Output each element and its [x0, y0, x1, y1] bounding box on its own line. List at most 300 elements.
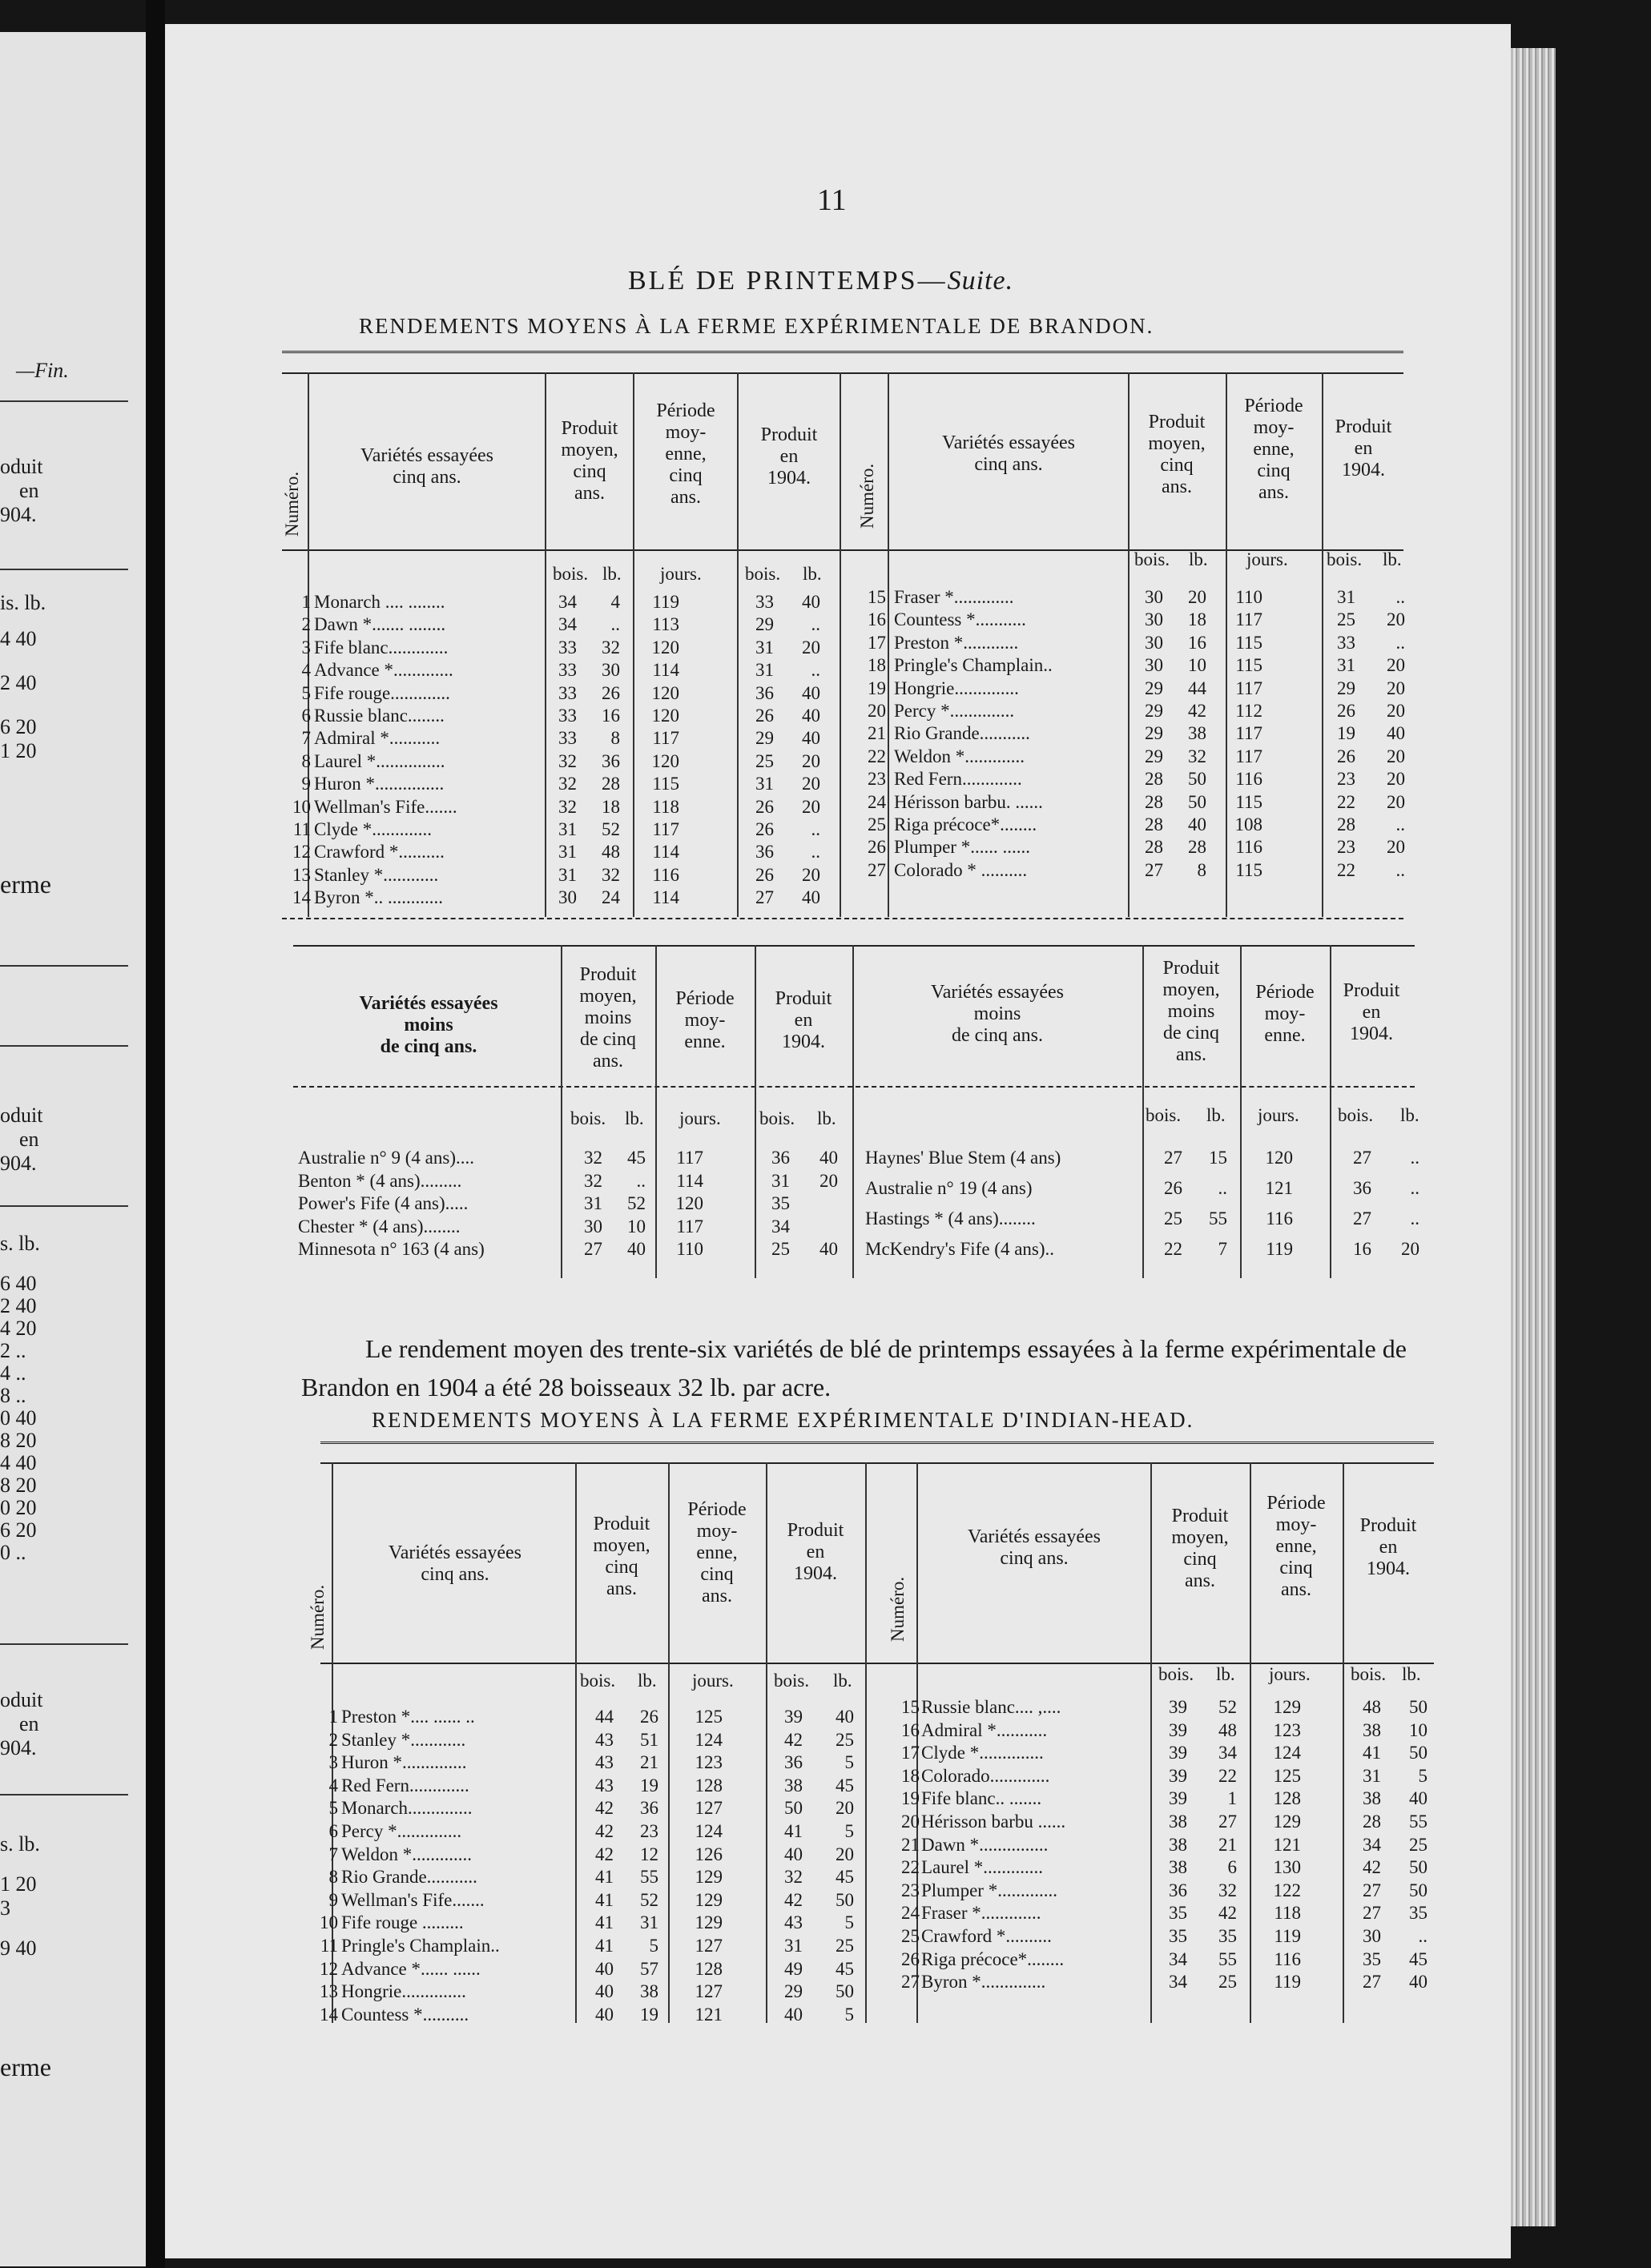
yield-1904-bushels: 27: [1363, 1972, 1381, 1993]
unit-bois: bois.: [1134, 549, 1170, 569]
title-rule: [320, 1442, 1434, 1444]
yield-1904-pounds: 50: [836, 1981, 854, 2002]
avg-days: 124: [1273, 1743, 1301, 1763]
avg-days: 119: [1274, 1972, 1301, 1993]
yield-1904-pounds: 20: [1387, 769, 1405, 790]
avg-bushels: 28: [1145, 791, 1163, 812]
table-row: [0, 887, 1651, 909]
yield-1904-pounds: 20: [802, 864, 820, 885]
yield-1904-pounds: 40: [1409, 1788, 1428, 1809]
row-number: 13: [320, 1981, 338, 2002]
table-top-rule: [293, 945, 1415, 947]
avg-days: 127: [695, 1798, 723, 1819]
yield-1904-bushels: 36: [755, 842, 774, 863]
avg-bushels: 35: [1169, 1903, 1187, 1924]
avg-pounds: 26: [602, 682, 620, 703]
yield-1904-pounds: ..: [811, 842, 820, 863]
yield-1904-pounds: 50: [1409, 1880, 1428, 1900]
avg-pounds: 48: [602, 842, 620, 863]
row-number: 24: [901, 1903, 920, 1924]
row-number: 20: [901, 1812, 920, 1832]
row-number: 7: [301, 728, 311, 749]
unit-lb: lb.: [1216, 1664, 1235, 1684]
avg-bushels: 34: [558, 592, 577, 612]
variety-name: Rio Grande...........: [341, 1867, 477, 1888]
yield-1904-pounds: 40: [819, 1239, 838, 1260]
avg-pounds: 19: [640, 1775, 658, 1796]
yield-1904-bushels: 26: [755, 864, 774, 885]
variety-name: Byron *.. ............: [314, 887, 443, 908]
avg-days: 116: [652, 864, 679, 885]
avg-pounds: 8: [1197, 859, 1206, 880]
yield-1904-pounds: ..: [1410, 1178, 1419, 1198]
produit-moyen-header: Produit moyen, cinq ans.: [561, 418, 618, 504]
avg-pounds: 32: [602, 864, 620, 885]
avg-pounds: 44: [1188, 678, 1206, 698]
produit-1904-header: Produit en 1904.: [1359, 1515, 1417, 1579]
row-number: 10: [320, 1912, 338, 1933]
avg-days: 125: [695, 1707, 723, 1727]
varietes-header: Variétés essayées moins de cinq ans.: [359, 993, 498, 1057]
avg-days: 127: [695, 1981, 723, 2002]
yield-1904-pounds: 20: [1387, 655, 1405, 676]
produit-moyen-header: Produit moyen, cinq ans.: [1171, 1506, 1229, 1591]
row-number: 14: [320, 2004, 338, 2025]
avg-days: 130: [1273, 1857, 1301, 1878]
row-number: 26: [901, 1948, 920, 1969]
table-row: [0, 632, 1651, 654]
left-frag: erme: [0, 870, 51, 899]
periode-header: Période moy- enne, cinq ans.: [687, 1499, 747, 1606]
avg-bushels: 41: [595, 1867, 614, 1888]
left-frag: 2 40: [0, 1294, 37, 1317]
yield-1904-bushels: 34: [1363, 1834, 1381, 1855]
heading-suffix: Suite.: [947, 266, 1014, 296]
avg-bushels: 40: [595, 1958, 614, 1979]
yield-1904-bushels: 31: [1337, 655, 1355, 676]
avg-days: 108: [1234, 814, 1262, 834]
avg-bushels: 43: [595, 1729, 614, 1750]
table-row: [0, 1971, 1651, 1993]
avg-pounds: 57: [640, 1958, 658, 1979]
produit-moyen-header: Produit moyen, cinq ans.: [593, 1514, 650, 1599]
avg-pounds: 25: [1218, 1972, 1237, 1993]
left-fin-text: —Fin.: [16, 359, 69, 382]
avg-pounds: 35: [1218, 1926, 1237, 1946]
table-row: [0, 586, 1651, 609]
unit-lb: lb.: [602, 564, 622, 584]
table-row: [0, 609, 1651, 631]
avg-bushels: 32: [584, 1148, 602, 1168]
avg-days: 129: [695, 1867, 723, 1888]
row-number: 12: [292, 842, 311, 863]
yield-1904-bushels: 29: [755, 614, 774, 635]
avg-bushels: 32: [558, 750, 577, 771]
avg-pounds: 52: [640, 1889, 658, 1910]
yield-1904-pounds: 35: [1409, 1903, 1428, 1924]
avg-pounds: 32: [1188, 746, 1206, 766]
avg-pounds: 5: [649, 1936, 658, 1956]
avg-pounds: 7: [1218, 1239, 1227, 1259]
avg-bushels: 39: [1169, 1743, 1187, 1763]
unit-lb: lb.: [625, 1108, 644, 1128]
variety-name: Percy *..............: [341, 1821, 462, 1841]
avg-pounds: 30: [602, 660, 620, 681]
left-frag: 9 40: [0, 1936, 37, 1960]
yield-1904-bushels: 48: [1363, 1697, 1381, 1717]
numero-header: Numéro.: [282, 471, 302, 537]
yield-1904-bushels: 33: [1337, 632, 1355, 653]
yield-1904-bushels: 36: [755, 682, 774, 703]
avg-days: 129: [695, 1912, 723, 1933]
avg-pounds: 32: [602, 637, 620, 657]
unit-bois: bois.: [1351, 1664, 1387, 1684]
avg-bushels: 31: [584, 1193, 602, 1214]
avg-bushels: 41: [595, 1889, 614, 1910]
yield-1904-pounds: 40: [1387, 723, 1405, 744]
yield-1904-bushels: 31: [784, 1936, 803, 1956]
avg-bushels: 33: [558, 706, 577, 726]
avg-days: 128: [695, 1775, 723, 1796]
variety-name: Laurel *...............: [314, 750, 445, 771]
avg-pounds: 55: [1218, 1948, 1237, 1969]
variety-name: Crawford *..........: [314, 842, 445, 863]
row-number: 27: [868, 859, 886, 880]
yield-1904-bushels: 35: [1363, 1948, 1381, 1969]
yield-1904-bushels: 23: [1337, 837, 1355, 858]
yield-1904-pounds: 20: [1387, 678, 1405, 698]
variety-name: Clyde *.............: [314, 819, 432, 839]
row-number: 17: [868, 632, 886, 653]
variety-name: Fife rouge .........: [341, 1912, 464, 1933]
yield-1904-bushels: 39: [784, 1707, 803, 1727]
row-number: 19: [901, 1788, 920, 1809]
variety-name: Stanley *............: [341, 1729, 466, 1750]
avg-pounds: 52: [627, 1193, 646, 1214]
avg-pounds: 42: [1188, 701, 1206, 721]
yield-1904-pounds: 40: [802, 887, 820, 908]
avg-pounds: ..: [636, 1170, 646, 1191]
avg-pounds: 45: [627, 1148, 646, 1168]
variety-name: Admiral *...........: [921, 1719, 1048, 1740]
avg-bushels: 39: [1169, 1788, 1187, 1809]
table-header-rule: [320, 1663, 1434, 1664]
unit-lb: lb.: [1402, 1664, 1421, 1684]
avg-pounds: 20: [1188, 587, 1206, 607]
avg-days: 125: [1273, 1765, 1301, 1786]
avg-bushels: 28: [1145, 837, 1163, 858]
yield-1904-bushels: 34: [771, 1216, 790, 1237]
yield-1904-pounds: ..: [1395, 859, 1405, 880]
yield-1904-pounds: 20: [1387, 701, 1405, 721]
avg-bushels: 30: [558, 887, 577, 908]
produit-moyen-header: Produit moyen, cinq ans.: [1148, 412, 1206, 497]
yield-1904-pounds: ..: [811, 614, 820, 635]
yield-1904-pounds: 20: [1387, 837, 1405, 858]
yield-1904-bushels: 33: [755, 592, 774, 612]
variety-name: Crawford *..........: [921, 1926, 1052, 1946]
yield-1904-pounds: 40: [802, 592, 820, 612]
unit-jours: jours.: [1246, 549, 1288, 569]
yield-1904-pounds: 5: [844, 2004, 854, 2025]
yield-1904-pounds: ..: [1418, 1926, 1428, 1946]
avg-pounds: 6: [1227, 1857, 1237, 1878]
avg-days: 115: [1235, 655, 1262, 676]
yield-1904-bushels: 29: [784, 1981, 803, 2002]
avg-pounds: 50: [1188, 791, 1206, 812]
avg-days: 120: [651, 682, 679, 703]
left-frag: 2 40: [0, 671, 37, 694]
avg-bushels: 31: [558, 842, 577, 863]
yield-1904-pounds: 50: [1409, 1743, 1428, 1763]
yield-1904-pounds: 5: [844, 1821, 854, 1841]
avg-pounds: 21: [640, 1752, 658, 1773]
row-number: 8: [328, 1867, 338, 1888]
unit-jours: jours.: [692, 1671, 734, 1691]
yield-1904-pounds: 55: [1409, 1812, 1428, 1832]
avg-bushels: 32: [558, 796, 577, 817]
row-number: 18: [868, 655, 886, 676]
produit-moyen-header: Produit moyen, moins de cinq ans.: [1162, 958, 1220, 1065]
yield-1904-bushels: 19: [1337, 723, 1355, 744]
table-row: [0, 1238, 1651, 1261]
avg-days: 120: [651, 750, 679, 771]
yield-1904-pounds: 45: [836, 1958, 854, 1979]
brandon-title: RENDEMENTS MOYENS À LA FERME EXPÉRIMENTALE DE BRANDON.: [359, 314, 1154, 338]
variety-name: Countess *..........: [341, 2004, 469, 2025]
avg-bushels: 33: [558, 682, 577, 703]
avg-bushels: 36: [1169, 1880, 1187, 1900]
yield-1904-bushels: 35: [771, 1193, 790, 1214]
left-frag: en: [19, 1712, 39, 1735]
avg-bushels: 42: [595, 1821, 614, 1841]
yield-1904-bushels: 38: [1363, 1788, 1381, 1809]
unit-bois: bois.: [1158, 1664, 1194, 1684]
summary-paragraph: Le rendement moyen des trente-six variétés de blé de printemps essayées à la ferme expérimentale de Brandon en 1904 a été 28 boisseaux 32 lb. par acre.: [301, 1334, 1407, 1401]
unit-bois: bois.: [759, 1108, 795, 1128]
yield-1904-bushels: 25: [755, 750, 774, 771]
variety-name: Pringle's Champlain..: [341, 1936, 500, 1956]
variety-name: McKendry's Fife (4 ans)..: [865, 1239, 1055, 1259]
yield-1904-bushels: 42: [784, 1729, 803, 1750]
avg-days: 120: [1265, 1148, 1293, 1168]
section-heading: [628, 266, 1013, 296]
yield-1904-pounds: 20: [1387, 609, 1405, 630]
avg-days: 115: [1235, 791, 1262, 812]
avg-bushels: 31: [558, 819, 577, 839]
unit-bois: bois.: [1146, 1105, 1182, 1125]
avg-bushels: 34: [1169, 1972, 1187, 1993]
avg-pounds: ..: [1218, 1178, 1227, 1198]
yield-1904-pounds: 40: [836, 1707, 854, 1727]
table-row: [0, 722, 1651, 745]
avg-pounds: 18: [1188, 609, 1206, 630]
row-number: 10: [292, 796, 311, 817]
yield-1904-bushels: 50: [784, 1798, 803, 1819]
avg-days: 128: [695, 1958, 723, 1979]
heading-title: BLÉ DE PRINTEMPS—: [628, 266, 948, 296]
avg-pounds: 52: [602, 819, 620, 839]
avg-pounds: 16: [1188, 632, 1206, 653]
table-row: [0, 1925, 1651, 1948]
table-row: [0, 654, 1651, 677]
left-frag: is. lb.: [0, 591, 46, 614]
avg-days: 117: [676, 1148, 703, 1168]
left-frag: s. lb.: [0, 1832, 40, 1856]
avg-pounds: 55: [640, 1867, 658, 1888]
avg-days: 121: [1265, 1178, 1293, 1198]
avg-bushels: 30: [584, 1216, 602, 1237]
yield-1904-pounds: 40: [802, 682, 820, 703]
row-number: 16: [868, 609, 886, 630]
unit-lb: lb.: [1206, 1105, 1226, 1125]
indian-head-title: RENDEMENTS MOYENS À LA FERME EXPÉRIMENTALE D'INDIAN-HEAD.: [372, 1408, 1194, 1432]
row-number: 4: [301, 660, 311, 681]
avg-pounds: 19: [640, 2004, 658, 2025]
variety-name: Advance *.............: [314, 660, 453, 681]
yield-1904-pounds: 20: [1387, 746, 1405, 766]
row-number: 15: [868, 587, 886, 607]
unit-lb: lb.: [817, 1108, 836, 1128]
yield-1904-pounds: 25: [1409, 1834, 1428, 1855]
row-number: 22: [868, 746, 886, 766]
avg-pounds: 32: [1218, 1880, 1237, 1900]
yield-1904-pounds: 40: [802, 728, 820, 749]
yield-1904-bushels: 26: [1337, 701, 1355, 721]
unit-lb: lb.: [1383, 549, 1402, 569]
avg-bushels: 33: [558, 637, 577, 657]
avg-pounds: 51: [640, 1729, 658, 1750]
row-number: 13: [292, 864, 311, 885]
avg-bushels: 32: [584, 1170, 602, 1191]
avg-days: 113: [652, 614, 679, 635]
variety-name: Colorado.............: [921, 1765, 1050, 1786]
row-number: 23: [901, 1880, 920, 1900]
variety-name: Hérisson barbu ......: [921, 1812, 1066, 1832]
yield-1904-pounds: 20: [802, 637, 820, 657]
yield-1904-bushels: 27: [1363, 1903, 1381, 1924]
variety-name: Haynes' Blue Stem (4 ans): [865, 1148, 1061, 1168]
avg-pounds: ..: [610, 614, 620, 635]
yield-1904-pounds: 20: [802, 796, 820, 817]
yield-1904-pounds: 50: [1409, 1697, 1428, 1717]
unit-jours: jours.: [679, 1108, 721, 1128]
variety-name: Preston *.... ...... ..: [341, 1707, 475, 1727]
unit-jours: jours.: [1269, 1664, 1311, 1684]
variety-name: Weldon *.............: [341, 1844, 472, 1864]
left-frag: s. lb.: [0, 1232, 40, 1255]
yield-1904-bushels: 23: [1337, 769, 1355, 790]
variety-name: Preston *............: [894, 632, 1019, 653]
periode-header: Période moy- enne, cinq ans.: [656, 400, 715, 508]
varietes-header: Variétés essayées cinq ans.: [968, 1526, 1101, 1569]
avg-pounds: 1: [1227, 1788, 1237, 1809]
numero-header: Numéro.: [308, 1584, 328, 1650]
avg-pounds: 10: [1188, 655, 1206, 676]
row-number: 2: [328, 1729, 338, 1750]
left-frag: 4 ..: [0, 1361, 26, 1385]
table-row: [0, 678, 1651, 700]
periode-header: Période moy- enne, cinq ans.: [1266, 1493, 1326, 1600]
yield-1904-pounds: 20: [836, 1844, 854, 1864]
yield-1904-bushels: 49: [784, 1958, 803, 1979]
unit-lb: lb.: [803, 564, 822, 584]
yield-1904-pounds: 40: [802, 706, 820, 726]
row-number: 12: [320, 1958, 338, 1979]
variety-name: Plumper *.............: [921, 1880, 1057, 1900]
yield-1904-bushels: 16: [1353, 1239, 1371, 1259]
yield-1904-bushels: 40: [784, 1844, 803, 1864]
row-number: 6: [301, 706, 311, 726]
row-number: 20: [868, 701, 886, 721]
table-row: [0, 1834, 1651, 1856]
table-top-rule: [282, 372, 1403, 374]
table-row: [0, 700, 1651, 722]
row-number: 19: [868, 678, 886, 698]
avg-pounds: 27: [1218, 1812, 1237, 1832]
avg-days: 127: [695, 1936, 723, 1956]
unit-lb: lb.: [833, 1671, 852, 1691]
row-number: 9: [328, 1889, 338, 1910]
avg-pounds: 34: [1218, 1743, 1237, 1763]
variety-name: Admiral *...........: [314, 728, 441, 749]
variety-name: Fife rouge.............: [314, 682, 450, 703]
left-frag: oduit: [0, 1104, 43, 1127]
row-number: 25: [901, 1926, 920, 1946]
avg-bushels: 33: [558, 728, 577, 749]
avg-days: 117: [652, 728, 679, 749]
variety-name: Huron *..............: [341, 1752, 467, 1773]
avg-bushels: 28: [1145, 769, 1163, 790]
yield-1904-bushels: 41: [784, 1821, 803, 1841]
unit-jours: jours.: [660, 564, 702, 584]
yield-1904-bushels: 30: [1363, 1926, 1381, 1946]
avg-pounds: 22: [1218, 1765, 1237, 1786]
yield-1904-bushels: 25: [1337, 609, 1355, 630]
avg-days: 117: [652, 819, 679, 839]
avg-days: 128: [1273, 1788, 1301, 1809]
avg-days: 122: [1273, 1880, 1301, 1900]
table-row: [0, 1147, 1651, 1169]
avg-days: 119: [1266, 1239, 1293, 1259]
left-rule: [0, 400, 128, 402]
yield-1904-pounds: ..: [1395, 814, 1405, 834]
row-number: 16: [901, 1719, 920, 1740]
avg-days: 118: [1274, 1903, 1301, 1924]
left-frag: 904.: [0, 503, 37, 526]
yield-1904-bushels: 27: [755, 887, 774, 908]
row-number: 26: [868, 837, 886, 858]
avg-bushels: 32: [558, 774, 577, 794]
table-row: [0, 1948, 1651, 1971]
avg-days: 115: [1235, 859, 1262, 880]
avg-pounds: 16: [602, 706, 620, 726]
variety-name: Colorado * ..........: [894, 859, 1028, 880]
avg-pounds: 38: [1188, 723, 1206, 744]
yield-1904-bushels: 27: [1363, 1880, 1381, 1900]
avg-bushels: 41: [595, 1936, 614, 1956]
yield-1904-pounds: ..: [1395, 632, 1405, 653]
yield-1904-bushels: 40: [784, 2004, 803, 2025]
avg-bushels: 39: [1169, 1697, 1187, 1717]
variety-name: Hastings * (4 ans)........: [865, 1208, 1036, 1228]
left-frag: 4 20: [0, 1317, 37, 1340]
row-number: 25: [868, 814, 886, 834]
left-frag: 1 20: [0, 739, 37, 762]
avg-days: 115: [652, 774, 679, 794]
yield-1904-pounds: 45: [1409, 1948, 1428, 1969]
avg-bushels: 25: [1164, 1208, 1182, 1228]
